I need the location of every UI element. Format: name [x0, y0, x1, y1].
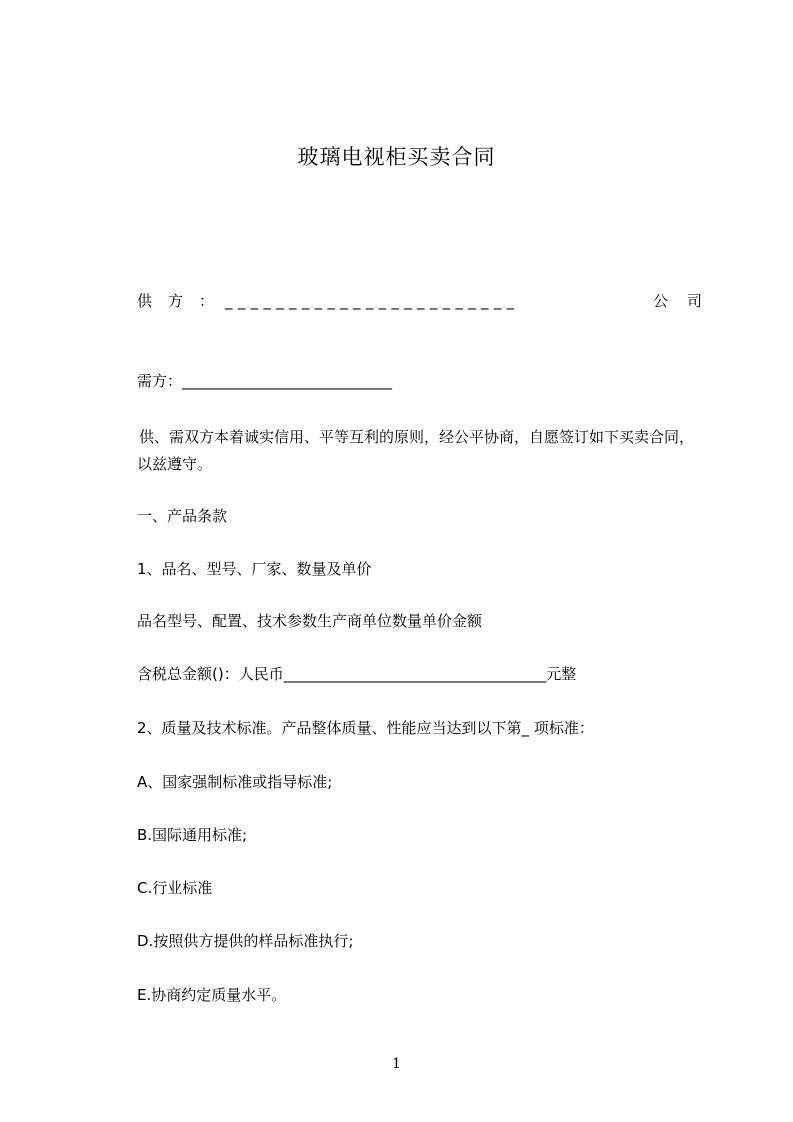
- document-title: 玻璃电视柜买卖合同: [297, 145, 496, 169]
- option-a: A、国家强制标准或指导标准;: [137, 773, 333, 791]
- supplier-line: [137, 290, 721, 312]
- section-1-heading: 一、产品条款: [137, 507, 228, 525]
- option-c: C.行业标准: [137, 879, 213, 897]
- supplier-label: 供方：: [137, 292, 231, 310]
- clause-1: 1、品名、型号、厂家、数量及单价: [137, 560, 372, 578]
- table-header-line: 品名型号、配置、技术参数生产商单位数量单价金额: [137, 612, 483, 630]
- clause-2: 2、质量及技术标准。产品整体质量、性能应当达到以下第_ 项标准：: [137, 719, 594, 737]
- buyer-line: 需方：____________________________: [137, 372, 393, 390]
- page-number: 1: [392, 1056, 401, 1072]
- supplier-suffix: 公司: [652, 292, 721, 310]
- intro-paragraph: 供、需双方本着诚实信用、平等互利的原则，经公平协商，自愿签订如下买卖合同，以兹遵守。: [137, 428, 695, 473]
- option-e: E.协商约定质量水平。: [137, 986, 287, 1004]
- option-d: D.按照供方提供的样品标准执行;: [137, 932, 354, 950]
- option-b: B.国际通用标准;: [137, 826, 248, 844]
- supplier-blank: _______________________: [225, 292, 520, 310]
- total-amount-line: 含税总金额()：人民币___________________________________元整: [137, 665, 577, 683]
